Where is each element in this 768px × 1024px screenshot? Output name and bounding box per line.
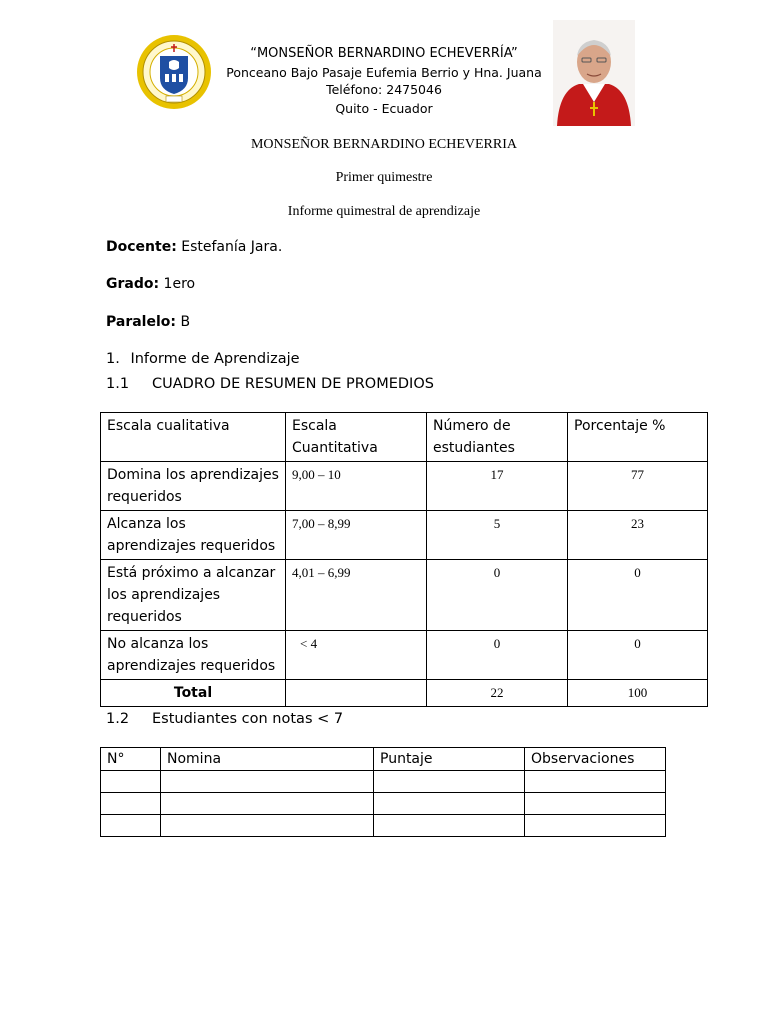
table-cell [101, 815, 161, 837]
table-cell [161, 793, 374, 815]
grado-value: 1ero [163, 276, 196, 292]
table-row [101, 793, 666, 815]
docente-label: Docente [106, 239, 172, 255]
table-cell [161, 771, 374, 793]
table-header-row [101, 413, 708, 462]
paralelo-value: B [180, 314, 191, 330]
total-count: 22 [427, 680, 568, 707]
students-header-row [101, 748, 666, 771]
bishop-portrait [553, 20, 635, 126]
section-1-1-heading [106, 376, 129, 392]
paralelo-field: Paralelo: B [106, 314, 191, 330]
period-title: Primer quimestre [335, 170, 433, 185]
section-1-2-title: Estudiantes con notas < 7 [152, 711, 344, 727]
grado-label: Grado [106, 276, 154, 292]
cell-percent: 23 [568, 511, 708, 560]
table-row [101, 815, 666, 837]
cell-range: 7,00 – 8,99 [286, 511, 427, 560]
total-percent: 100 [568, 680, 708, 707]
school-title: MONSEÑOR BERNARDINO ECHEVERRIA [250, 137, 517, 152]
cell-qualitative: No alcanza los aprendizajes requeridos [101, 631, 286, 680]
section-1-heading [106, 351, 300, 367]
section-1-1-title: CUADRO DE RESUMEN DE PROMEDIOS [152, 376, 434, 392]
section-1-title: Informe de Aprendizaje [130, 351, 300, 367]
cell-qualitative: Alcanza los aprendizajes requeridos [101, 511, 286, 560]
cell-range: 4,01 – 6,99 [286, 560, 427, 631]
table-cell [101, 771, 161, 793]
total-label: Total [101, 680, 286, 707]
table-cell [525, 815, 666, 837]
cell-count: 5 [427, 511, 568, 560]
portrait-image [553, 20, 635, 126]
section-1-number: 1. [106, 351, 120, 367]
header-student-count: Número de estudiantes [427, 413, 568, 462]
table-cell [374, 815, 525, 837]
students-table [100, 747, 666, 837]
docente-value: Estefanía Jara. [181, 239, 283, 255]
total-range-empty [286, 680, 427, 707]
header-percentage: Porcentaje % [568, 413, 708, 462]
table-row [101, 462, 708, 511]
header-number: N° [101, 748, 161, 771]
cell-range: < 4 [286, 631, 427, 680]
table-cell [525, 793, 666, 815]
cell-percent: 77 [568, 462, 708, 511]
table-cell [101, 793, 161, 815]
report-title: Informe quimestral de aprendizaje [287, 204, 481, 219]
cell-range: 9,00 – 10 [286, 462, 427, 511]
section-1-2-number: 1.2 [106, 711, 130, 727]
table-cell [374, 771, 525, 793]
header-nomina: Nomina [161, 748, 374, 771]
table-cell [161, 815, 374, 837]
cell-count: 0 [427, 560, 568, 631]
school-name-header: “MONSEÑOR BERNARDINO ECHEVERRÍA” [250, 46, 518, 61]
address: Ponceano Bajo Pasaje Eufemia Berrio y Hna. Juana [226, 65, 542, 80]
table-row [101, 560, 708, 631]
header-quantitative: Escala Cuantitativa [286, 413, 427, 462]
cell-percent: 0 [568, 631, 708, 680]
paralelo-label: Paralelo [106, 314, 171, 330]
grado-field: Grado: 1ero [106, 276, 196, 292]
header-puntaje: Puntaje [374, 748, 525, 771]
city: Quito - Ecuador [335, 101, 433, 116]
table-row [101, 631, 708, 680]
cell-count: 17 [427, 462, 568, 511]
table-cell [374, 793, 525, 815]
total-row [101, 680, 708, 707]
section-1-1-number: 1.1 [106, 376, 130, 392]
summary-table [100, 412, 708, 707]
table-row [101, 771, 666, 793]
table-cell [525, 771, 666, 793]
cell-qualitative: Está próximo a alcanzar los aprendizajes requeridos [101, 560, 286, 631]
phone: Teléfono: 2475046 [326, 82, 442, 97]
header-qualitative: Escala cualitativa [101, 413, 286, 462]
docente-field: Docente: Estefanía Jara. [106, 239, 283, 255]
cell-count: 0 [427, 631, 568, 680]
table-row [101, 511, 708, 560]
cell-percent: 0 [568, 560, 708, 631]
header-observaciones: Observaciones [525, 748, 666, 771]
cell-qualitative: Domina los aprendizajes requeridos [101, 462, 286, 511]
